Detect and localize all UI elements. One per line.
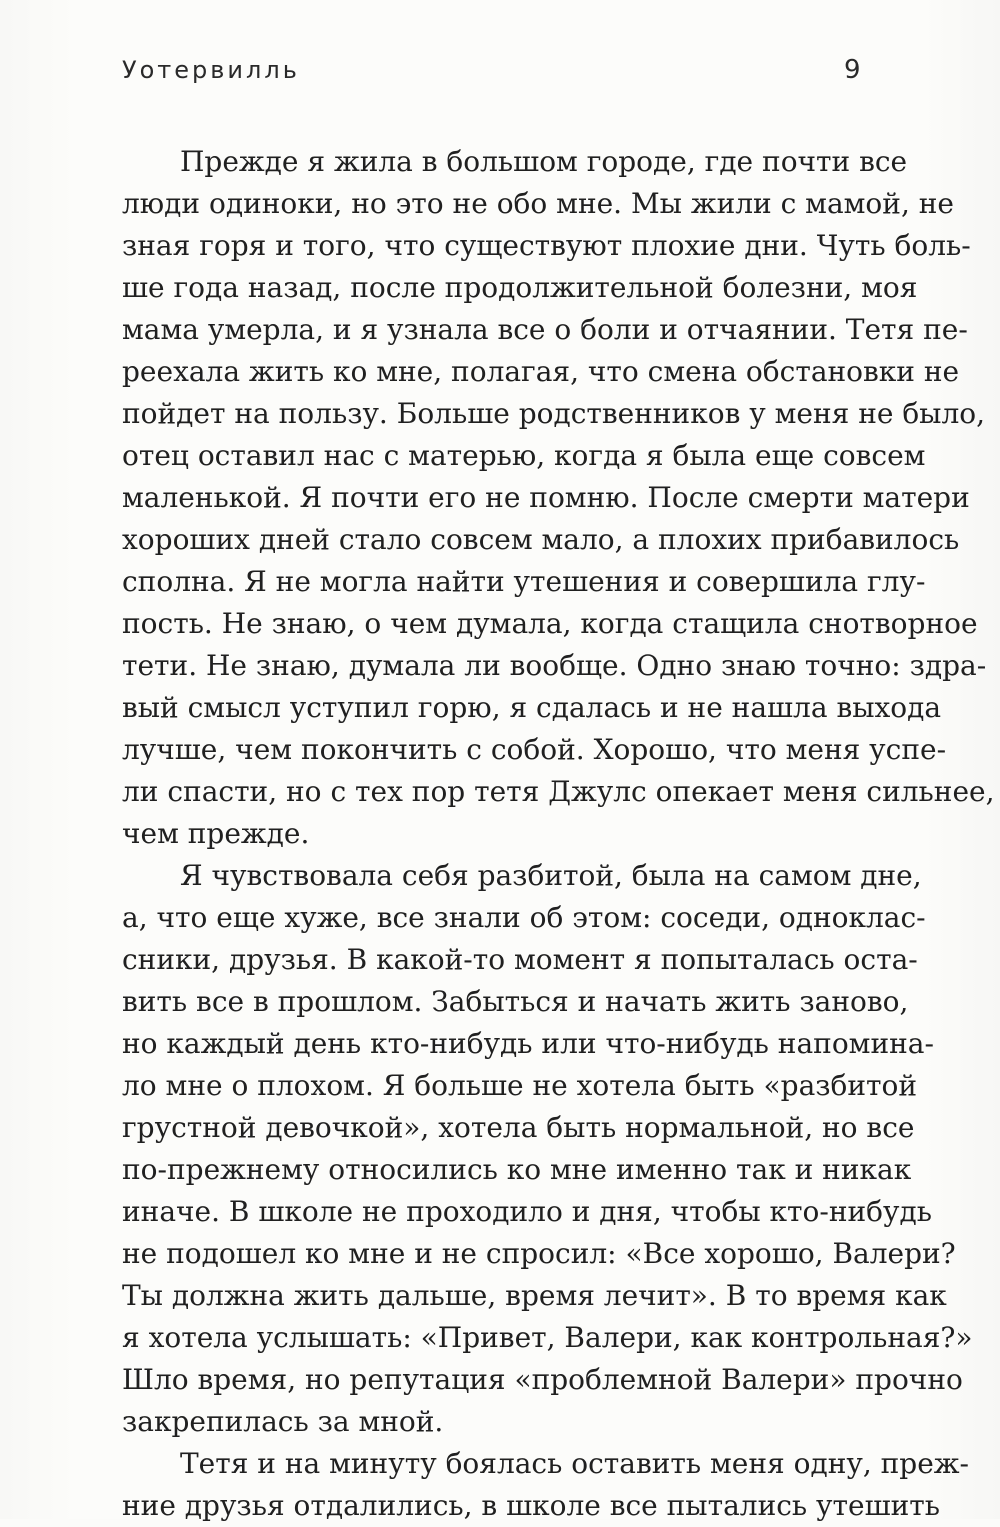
paragraph-line: грустной девочкой», хотела быть нормальной, но все <box>122 1111 915 1144</box>
paragraph-1 <box>122 141 995 855</box>
paragraph-line: чем прежде. <box>122 817 310 850</box>
paragraph-line: мама умерла, и я узнала все о боли и отчаянии. Тетя пе- <box>122 313 968 346</box>
page-body <box>122 141 995 1527</box>
paragraph-line: отец оставил нас с матерью, когда я была еще совсем <box>122 439 926 472</box>
paragraph-line: вить все в прошлом. Забыться и начать жить заново, <box>122 985 909 1018</box>
paragraph-line: но каждый день кто-нибудь или что-нибудь напомина- <box>122 1027 934 1060</box>
paragraph-line: ло мне о плохом. Я больше не хотела быть «разбитой <box>122 1069 918 1102</box>
paragraph-line: Я чувствовала себя разбитой, была на самом дне, <box>180 859 922 892</box>
paragraph-line: ли спасти, но с тех пор тетя Джулс опекает меня сильнее, <box>122 775 995 808</box>
paragraph-line: иначе. В школе не проходило и дня, чтобы кто-нибудь <box>122 1195 932 1228</box>
page-number: 9 <box>844 55 861 85</box>
paragraph-line: не подошел ко мне и не спросил: «Все хорошо, Валери? <box>122 1237 956 1270</box>
paragraph-line: ние друзья отдалились, в школе все пытались утешить <box>122 1489 941 1522</box>
paragraph-line: пойдет на пользу. Больше родственников у меня не было, <box>122 397 986 430</box>
paragraph-line: зная горя и того, что существуют плохие дни. Чуть боль- <box>122 229 971 262</box>
paragraph-line: Тетя и на минуту боялась оставить меня одну, преж- <box>180 1447 970 1480</box>
paragraph-line: вый смысл уступил горю, я сдалась и не нашла выхода <box>122 691 942 724</box>
paragraph-line: лучше, чем покончить с собой. Хорошо, что меня успе- <box>122 733 947 766</box>
paragraph-line: люди одиноки, но это не обо мне. Мы жили с мамой, не <box>122 187 954 220</box>
paragraph-3 <box>122 1443 970 1527</box>
paragraph-line: Прежде я жила в большом городе, где почти все <box>180 145 908 178</box>
paragraph-line: я хотела услышать: «Привет, Валери, как контрольная?» <box>122 1321 973 1354</box>
paragraph-line: сники, друзья. В какой-то момент я попыталась оста- <box>122 943 918 976</box>
paragraph-line: Ты должна жить дальше, время лечит». В то время как <box>122 1279 947 1312</box>
paragraph-line: реехала жить ко мне, полагая, что смена обстановки не <box>122 355 960 388</box>
running-head-title: Уотервилль <box>122 56 300 84</box>
paragraph-line: по-прежнему относились ко мне именно так и никак <box>122 1153 912 1186</box>
paragraph-line: сполна. Я не могла найти утешения и совершила глу- <box>122 565 926 598</box>
paragraph-line: Шло время, но репутация «проблемной Валери» прочно <box>122 1363 963 1396</box>
paragraph-line: ше года назад, после продолжительной болезни, моя <box>122 271 918 304</box>
paragraph-line: тети. Не знаю, думала ли вообще. Одно знаю точно: здра- <box>122 649 987 682</box>
paragraph-line: маленькой. Я почти его не помню. После смерти матери <box>122 481 970 514</box>
paragraph-line: пость. Не знаю, о чем думала, когда стащила снотворное <box>122 607 978 640</box>
paragraph-line: а, что еще хуже, все знали об этом: соседи, одноклас- <box>122 901 926 934</box>
paragraph-line: хороших дней стало совсем мало, а плохих прибавилось <box>122 523 960 556</box>
paragraph-line: закрепилась за мной. <box>122 1405 444 1438</box>
paragraph-2 <box>122 855 973 1443</box>
